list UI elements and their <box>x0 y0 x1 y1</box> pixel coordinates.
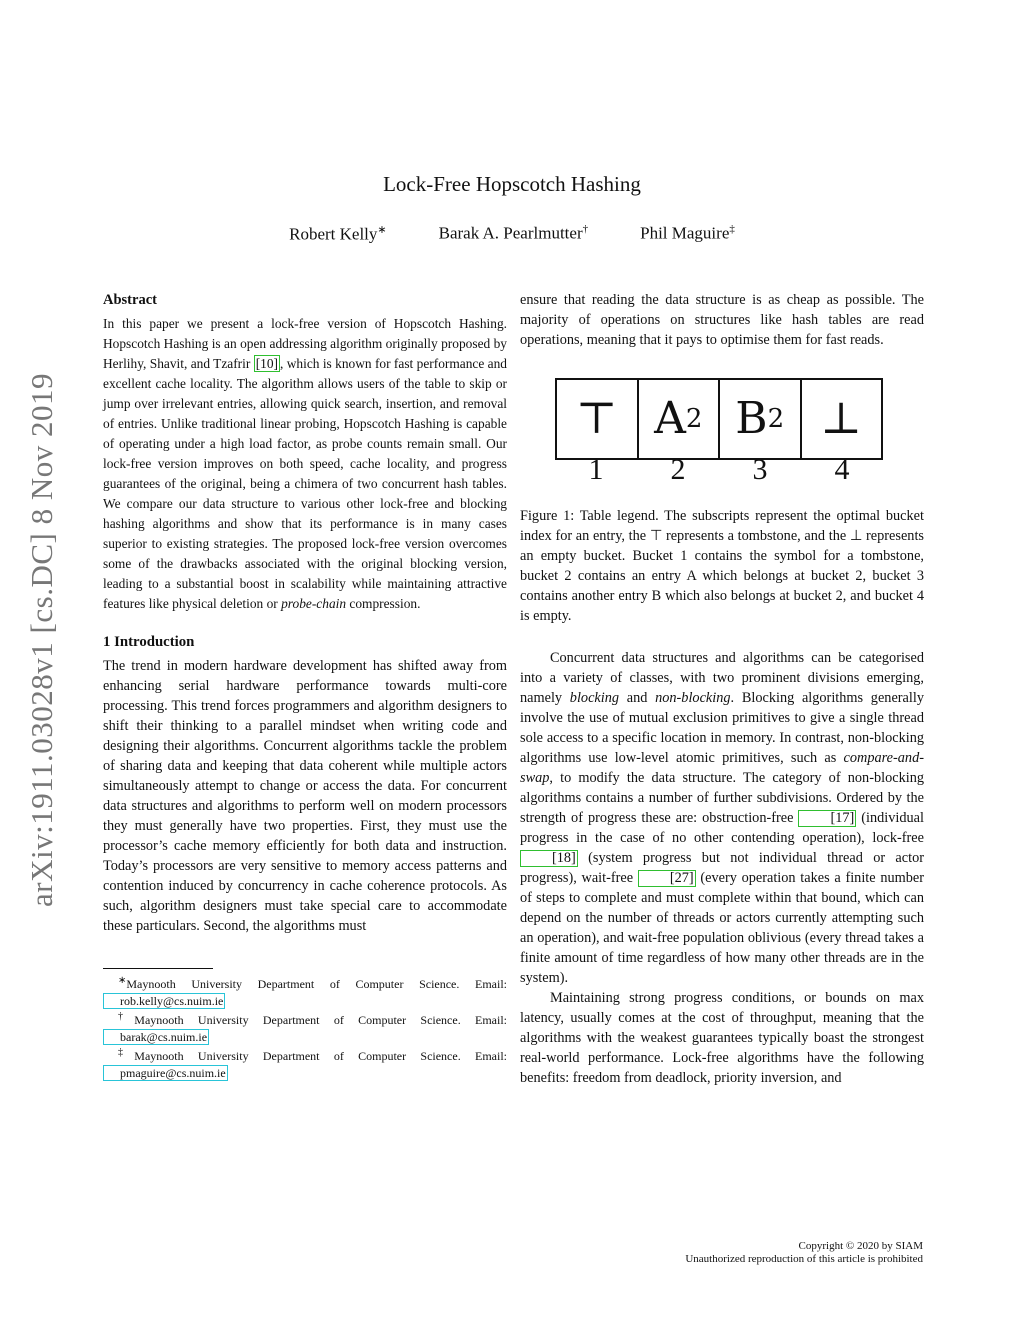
citation-link[interactable]: [17] <box>798 810 856 827</box>
arxiv-identifier: arXiv:1911.03028v1 [cs.DC] 8 Nov 2019 <box>24 373 59 907</box>
bucket-tombstone: ⊤ <box>557 380 639 458</box>
left-column <box>103 290 507 1081</box>
body-paragraph: Concurrent data structures and algorithms can be categorised into a variety of classes, with two prominent divisions emerging, namely blocking and non-blocking. Blocking algorithms generally involve the use of mutual exclusion primitives to give a single thread sole access to a specific location in memory. In contrast, non-blocking algorithms use low-level atomic primitives, such as compare-and-swap, to modify the data structure. The category of non-blocking algorithms contains a number of further subdivisions. Ordered by the strength of progress these are: obstruction-free [17] (individual progress in the case of no other contending operation), lock-free [18] (system progress but not individual thread or actor progress), wait-free [27] (every operation takes a finite number of steps to complete and must complete within that bound, which can depend on the number of threads or actors currently attempting such an operation), and wait-free population oblivious (every thread takes a finite amount of time regardless of how many other threads are in the system). <box>520 650 925 986</box>
footnotes <box>103 973 507 1081</box>
paper-title: Lock-Free Hopscotch Hashing <box>383 172 641 196</box>
reproduction-notice: Unauthorized reproduction of this article is prohibited <box>685 1253 923 1265</box>
bucket-index: 2 <box>670 453 686 486</box>
bucket-table <box>555 378 883 460</box>
bucket-indices <box>555 453 883 486</box>
author-list <box>0 223 1024 245</box>
body-paragraph: ensure that reading the data structure is as cheap as possible. The majority of operations on structures like hash tables are read operations, meaning that it pays to optimise them for fast reads. <box>520 292 924 348</box>
email-link[interactable]: pmaguire@cs.nuim.ie <box>103 1065 228 1081</box>
intro-paragraph: The trend in modern hardware development has shifted away from enhancing serial hardware performance towards multi-core processing. This trend forces programmers and algorithm designers to shift their thinking to a parallel mindset when writing code and designing their algorithms. Concurrent algorithms tackle the problem of sharing data and keeping that data coherent while multiple actors simultaneously attempt to change or access the data. For concurrent data structures and algorithms to perform well on modern processors they must generally have two properties. First, they must use the processor’s cache memory efficiently for both data and instruction. Today’s processors are very sensitive to memory access patterns and contention induced by concurrency in cache coherence protocols. As such, algorithm designers must take special care to accommodate these particulars. Second, the algorithms must <box>103 658 507 934</box>
footnote-rule <box>103 968 213 969</box>
right-column <box>520 290 924 1088</box>
citation-link[interactable]: [10] <box>255 356 279 371</box>
bucket-index: 3 <box>752 453 768 486</box>
abstract-heading: Abstract <box>103 292 157 308</box>
copyright-notice <box>685 1240 923 1266</box>
copyright-line: Copyright © 2020 by SIAM <box>798 1240 923 1252</box>
author: Barak A. Pearlmutter† <box>438 223 589 243</box>
table-legend-figure <box>520 378 924 506</box>
email-link[interactable]: barak@cs.nuim.ie <box>103 1029 209 1045</box>
author: Robert Kelly∗ <box>289 224 387 244</box>
bucket-entry-b: B 2 <box>720 380 802 458</box>
footnote: ∗Maynooth University Department of Computer Science. Email: rob.kelly@cs.nuim.ie <box>103 973 507 1009</box>
footnote: ‡Maynooth University Department of Computer Science. Email: pmaguire@cs.nuim.ie <box>103 1045 507 1081</box>
figure-caption: Figure 1: Table legend. The subscripts represent the optimal bucket index for an entry, the ⊤ represents a tombstone, and the ⊥ represents an empty bucket. Bucket 1 contains the symbol for a tombstone, bucket 2 contains an entry A which belongs at bucket 2, bucket 3 contains another entry B which also belongs at bucket 2, and bucket 4 is empty. <box>520 508 924 624</box>
bucket-entry-a: A 2 <box>639 380 721 458</box>
author: Phil Maguire‡ <box>640 223 735 243</box>
arxiv-side-stamp <box>22 355 62 925</box>
footnote: †Maynooth University Department of Computer Science. Email: barak@cs.nuim.ie <box>103 1009 507 1045</box>
section-heading: 1 Introduction <box>103 634 195 650</box>
bucket-empty: ⊥ <box>820 393 862 444</box>
citation-link[interactable]: [27] <box>638 870 696 887</box>
citation-link[interactable]: [18] <box>520 850 578 867</box>
bucket-index: 1 <box>588 453 604 486</box>
bucket-index: 4 <box>834 453 850 486</box>
body-paragraph: Maintaining strong progress conditions, or bounds on max latency, usually comes at the cost of throughput, meaning that the algorithms with the weakest guarantees typically boast the strongest real-world performance. Lock-free algorithms have the following benefits: freedom from deadlock, priority inversion, and <box>520 990 924 1086</box>
abstract-text: In this paper we present a lock-free version of Hopscotch Hashing. Hopscotch Hashing is an open addressing algorithm originally proposed by Herlihy, Shavit, and Tzafrir [10] , which is known for fast performance and excellent cache locality. The algorithm allows users of the table to skip or jump over irrelevant entries, allowing quick search, insertion, and removal of entries. Unlike traditional linear probing, Hopscotch Hashing is capable of operating under a high load factor, as probe counts remain small. Our lock-free version improves on both speed, cache locality, and progress guarantees of the original, being a chimera of two concurrent hash tables. We compare our data structure to various other lock-free and blocking hashing algorithms and show that its performance is in many cases superior to existing strategies. The proposed lock-free version overcomes some of the drawbacks associated with the original blocking version, leading to a substantial boost in scalability while maintaining attractive features like physical deletion or probe-chain compression. <box>103 316 507 611</box>
email-link[interactable]: rob.kelly@cs.nuim.ie <box>103 993 225 1009</box>
